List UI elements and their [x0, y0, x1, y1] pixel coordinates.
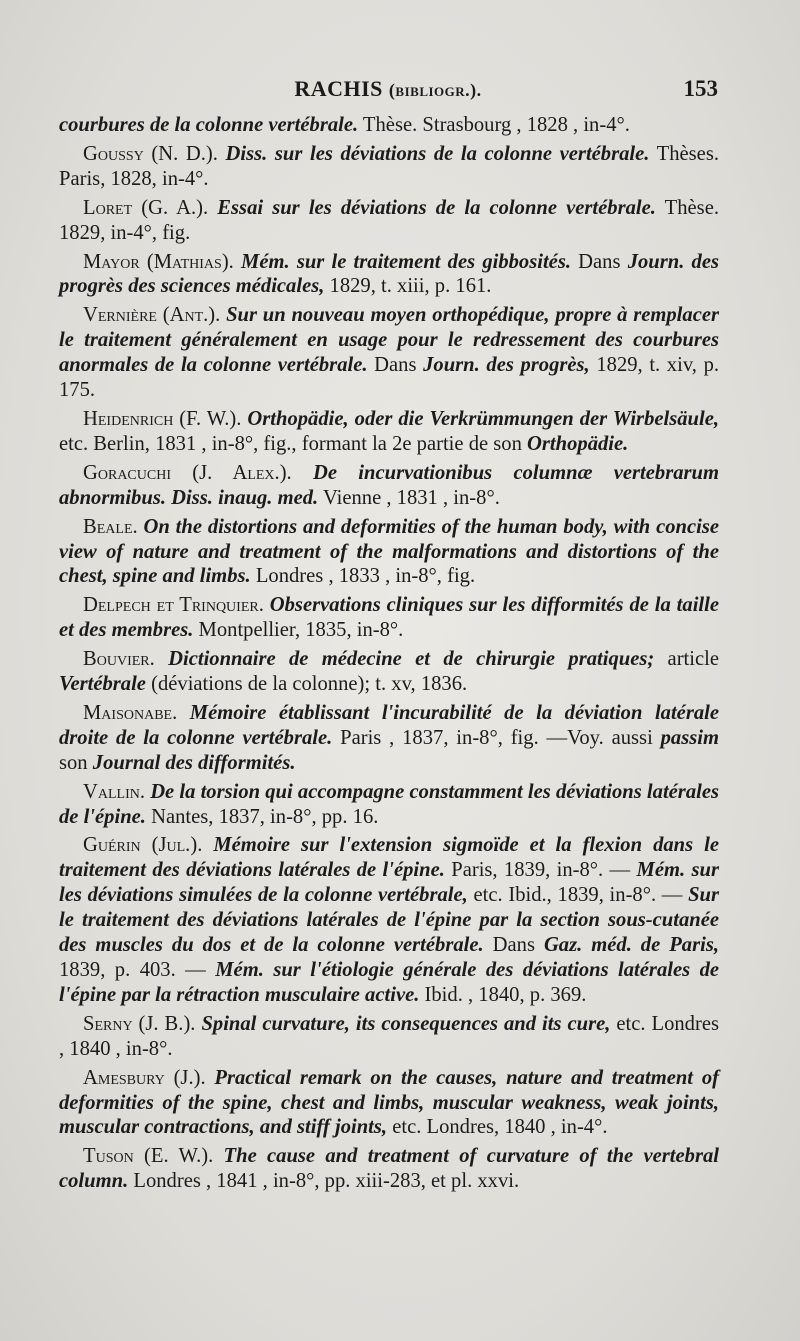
- bibliography-list: [59, 113, 719, 1198]
- running-title-sub: (bibliogr.).: [388, 80, 482, 100]
- bibliography-entry: Loret (G. A.). Essai sur les déviations de la colonne vertébrale. Thèse. 1829, in-4°, fig.: [59, 196, 719, 244]
- bibliography-entry: Tuson (E. W.). The cause and treatment of curvature of the vertebral column. Londres , 1841 , in-8°, pp. xiii-283, et pl. xxvi.: [59, 1145, 719, 1193]
- bibliography-entry: Bouvier. Dictionnaire de médecine et de chirurgie pratiques; article Vertébrale (déviations de la colonne); t. xv, 1836.: [59, 648, 719, 696]
- bibliography-entry: Maisonabe. Mémoire établissant l'incurabilité de la déviation latérale droite de la colonne vertébrale. Paris , 1837, in-8°, fig. —Voy. aussi passim son Journal des difformités.: [59, 701, 719, 774]
- bibliography-entry: Amesbury (J.). Practical remark on the causes, nature and treatment of deformities of the spine, chest and limbs, muscular weakness, weak joints, muscular contractions, and stiff joints, etc. Londres, 1840 , in-4°.: [59, 1066, 719, 1139]
- bibliography-entry: Heidenrich (F. W.). Orthopädie, oder die Verkrümmungen der Wirbelsäule, etc. Berlin, 1831 , in-8°, fig., formant la 2e partie de son Orthopädie.: [59, 407, 719, 455]
- bibliography-entry: courbures de la colonne vertébrale. Thèse. Strasbourg , 1828 , in-4°.: [59, 114, 630, 136]
- bibliography-entry: Guérin (Jul.). Mémoire sur l'extension sigmoïde et la flexion dans le traitement des déviations latérales de l'épine. Paris, 1839, in-8°. — Mém. sur les déviations simulées de la colonne vertébrale, etc. Ibid., 1839, in-8°. — Sur le traitement des déviations latérales de l'épine par la section sous-cutanée des muscles du dos et de la colonne vertébrale. Dans Gaz. méd. de Paris, 1839, p. 403. — Mém. sur l'étiologie générale des déviations latérales de l'épine par la rétraction musculaire active. Ibid. , 1840, p. 369.: [59, 834, 720, 1006]
- running-title: [58, 76, 718, 102]
- bibliography-entry: Goracuchi (J. Alex.). De incurvationibus columnæ vertebrarum abnormibus. Diss. inaug. med. Vienne , 1831 , in-8°.: [59, 461, 719, 509]
- running-title-main: RACHIS: [294, 76, 383, 101]
- bibliography-entry: Goussy (N. D.). Diss. sur les déviations de la colonne vertébrale. Thèses. Paris, 1828, in-4°.: [59, 142, 719, 190]
- bibliography-entry: Mayor (Mathias). Mém. sur le traitement des gibbosités. Dans Journ. des progrès des sciences médicales, 1829, t. xiii, p. 161.: [59, 250, 719, 298]
- page-number: 153: [683, 76, 718, 101]
- page-header: [58, 76, 718, 110]
- bibliography-entry: Delpech et Trinquier. Observations cliniques sur les difformités de la taille et des membres. Montpellier, 1835, in-8°.: [59, 594, 719, 642]
- bibliography-entry: Beale. On the distortions and deformities of the human body, with concise view of nature and treatment of the malformations and distortions of the chest, spine and limbs. Londres , 1833 , in-8°, fig.: [59, 515, 719, 588]
- bibliography-entry: Serny (J. B.). Spinal curvature, its consequences and its cure, etc. Londres , 1840 , in-8°.: [59, 1012, 719, 1060]
- bibliography-entry: Vallin. De la torsion qui accompagne constamment les déviations latérales de l'épine. Nantes, 1837, in-8°, pp. 16.: [59, 780, 719, 828]
- bibliography-entry: Vernière (Ant.). Sur un nouveau moyen orthopédique, propre à remplacer le traitement généralement en usage pour le redressement des courbures anormales de la colonne vertébrale. Dans Journ. des progrès, 1829, t. xiv, p. 175.: [59, 304, 720, 402]
